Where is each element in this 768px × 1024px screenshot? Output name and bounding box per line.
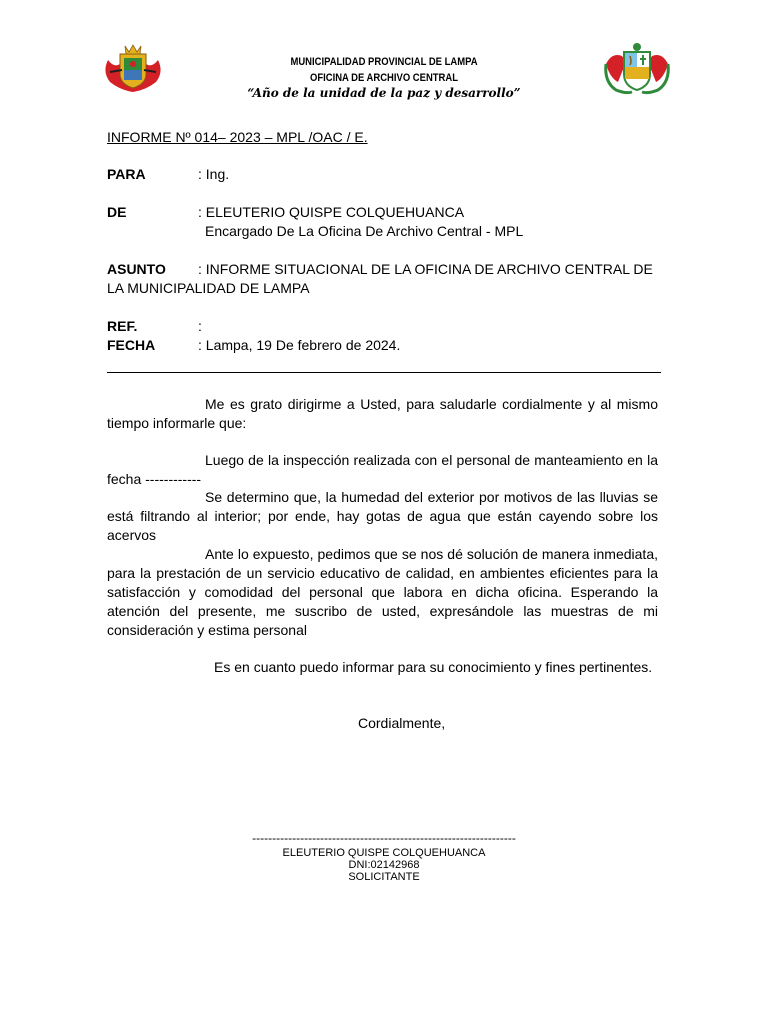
body-paragraph-greeting: Me es grato dirigirme a Usted, para saludarle cordialmente y al mismo tiempo informarle que: — [107, 396, 658, 431]
fecha-label: FECHA — [107, 337, 156, 353]
fecha-value: : Lampa, 19 De febrero de 2024. — [198, 337, 401, 353]
report-title: INFORME Nº 014– 2023 – MPL /OAC / E. — [107, 129, 368, 145]
de-position: Encargado De La Oficina De Archivo Central - MPL — [205, 223, 524, 239]
signature-line: ------------------------------------------------------------------ — [252, 831, 516, 845]
ref-value: : — [198, 318, 202, 334]
header-motto: “Año de la unidad de la paz y desarrollo” — [247, 86, 521, 100]
para-label: PARA — [107, 166, 146, 182]
asunto-value: : INFORME SITUACIONAL DE LA OFICINA DE ARCHIVO CENTRAL DE — [198, 261, 653, 277]
signature-role: SOLICITANTE — [348, 871, 420, 883]
body-paragraph-inspection: Luego de la inspección realizada con el personal de manteamiento en la fecha ------------ — [107, 452, 658, 487]
body-paragraph-finding: Se determino que, la humedad del exterior por motivos de las lluvias se está filtrando al interior; por ende, hay gotas de agua que están cayendo sobre los acervos — [107, 489, 658, 543]
signature-dni: DNI:02142968 — [348, 859, 420, 871]
asunto-value-continued: LA MUNICIPALIDAD DE LAMPA — [107, 280, 310, 296]
body-paragraph-closing: Es en cuanto puedo informar para su conocimiento y fines pertinentes. — [214, 659, 653, 675]
header-municipality: MUNICIPALIDAD PROVINCIAL DE LAMPA — [290, 56, 478, 68]
peru-national-coat-of-arms-icon — [602, 42, 672, 96]
de-label: DE — [107, 204, 127, 220]
body-paragraph-request: Ante lo expuesto, pedimos que se nos dé solución de manera inmediata, para la prestación de un servicio educativo de calidad, en ambientes eficientes para la satisfacción y comodidad del personal que labora en dicha oficina. Esperando la atención del presente, me suscribo de usted, expresándole las muestras de mi consideración y estima personal — [107, 546, 658, 638]
section-divider — [107, 372, 661, 373]
ref-label: REF. — [107, 318, 138, 334]
closing-salutation: Cordialmente, — [358, 715, 446, 731]
para-value: : Ing. — [198, 166, 230, 182]
de-value: : ELEUTERIO QUISPE COLQUEHUANCA — [198, 204, 465, 220]
header-office: OFICINA DE ARCHIVO CENTRAL — [309, 72, 459, 84]
signature-name: ELEUTERIO QUISPE COLQUEHUANCA — [282, 847, 486, 859]
asunto-label: ASUNTO — [107, 261, 166, 277]
